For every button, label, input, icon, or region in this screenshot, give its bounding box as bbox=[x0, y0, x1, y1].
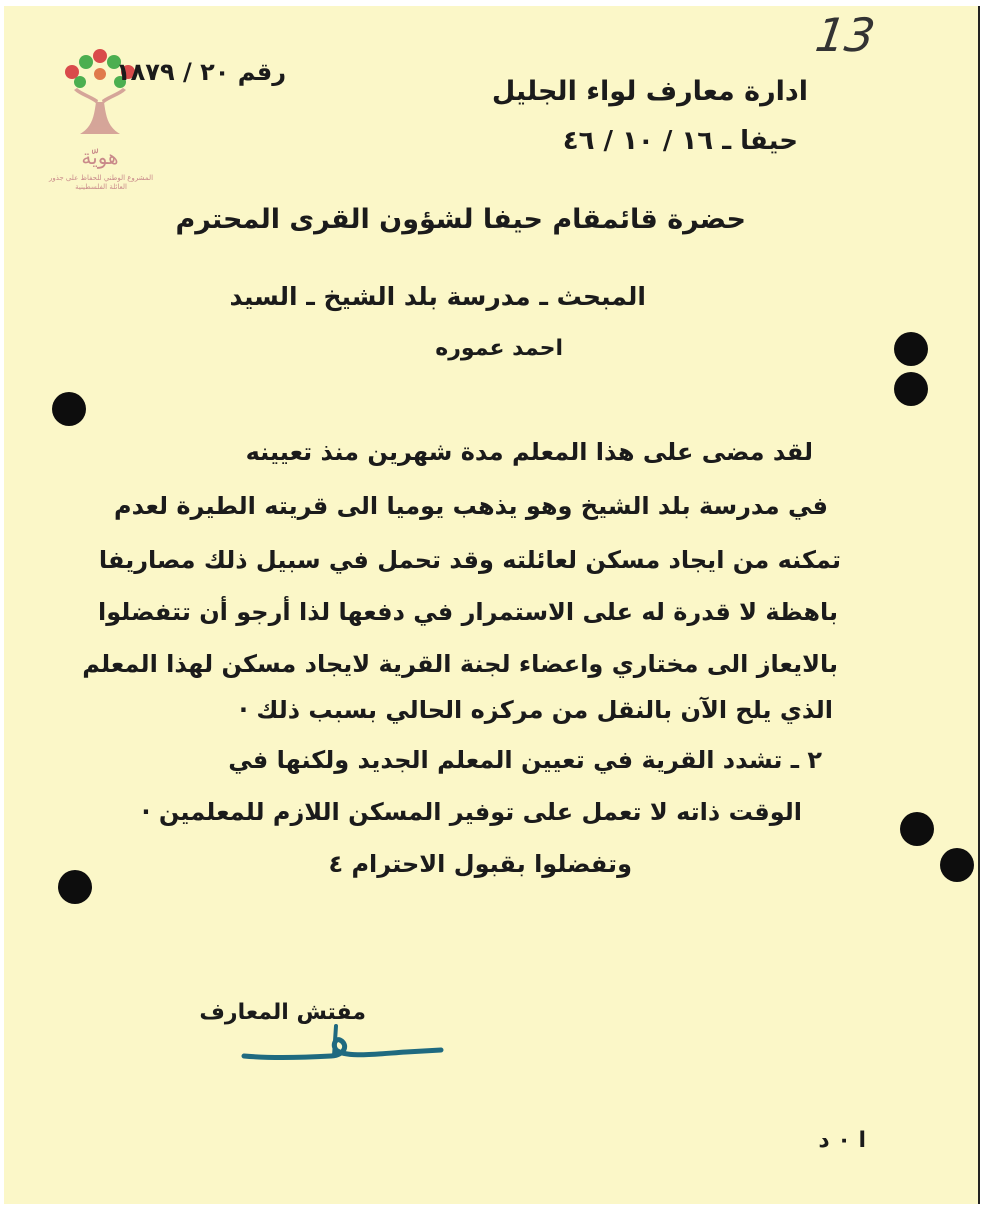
punch-hole bbox=[58, 870, 92, 904]
page-number: 13 bbox=[812, 8, 879, 62]
punch-hole bbox=[894, 372, 928, 406]
punch-hole bbox=[894, 332, 928, 366]
letter-date: حيفا ـ ١٦ / ١٠ / ٤٦ bbox=[562, 126, 798, 156]
body-line: لقد مضى على هذا المعلم مدة شهرين منذ تعيينه bbox=[245, 438, 813, 466]
department-header: ادارة معارف لواء الجليل bbox=[491, 76, 808, 107]
body-line: الوقت ذاته لا تعمل على توفير المسكن اللازم للمعلمين · bbox=[141, 798, 802, 826]
punch-hole bbox=[52, 392, 86, 426]
punch-hole bbox=[900, 812, 934, 846]
body-line: الذي يلح الآن بالنقل من مركزه الحالي بسبب ذلك · bbox=[238, 696, 833, 724]
logo-name: هويّة bbox=[81, 145, 119, 169]
punch-hole bbox=[940, 848, 974, 882]
closing-line: وتفضلوا بقبول الاحترام ٤ bbox=[328, 850, 632, 878]
handwritten-signature bbox=[236, 1014, 456, 1074]
addressee: حضرة قائمقام حيفا لشؤون القرى المحترم bbox=[175, 204, 746, 235]
subject-line: المبحث ـ مدرسة بلد الشيخ ـ السيد bbox=[229, 282, 646, 311]
body-line: بالايعاز الى مختاري واعضاء لجنة القرية لايجاد مسكن لهذا المعلم bbox=[82, 650, 838, 678]
footer-initials: ا ٠ د bbox=[818, 1128, 866, 1153]
logo-tagline: المشروع الوطني للحفاظ على جذور العائلة الفلسطينية bbox=[48, 174, 154, 191]
body-line: ٢ ـ تشدد القرية في تعيين المعلم الجديد ولكنها في bbox=[228, 746, 822, 774]
body-line: في مدرسة بلد الشيخ وهو يذهب يوميا الى قريته الطيرة لعدم bbox=[114, 492, 828, 520]
body-line: باهظة لا قدرة له على الاستمرار في دفعها لذا أرجو أن تتفضلوا bbox=[98, 598, 838, 626]
signer-title: مفتش المعارف bbox=[199, 1000, 366, 1025]
reference-number: رقم ٢٠ / ١٨٧٩ bbox=[116, 58, 287, 86]
document-page bbox=[4, 6, 980, 1204]
body-line: تمكنه من ايجاد مسكن لعائلته وقد تحمل في سبيل ذلك مصاريفا bbox=[98, 546, 841, 574]
subject-name: احمد عموره bbox=[435, 336, 563, 361]
